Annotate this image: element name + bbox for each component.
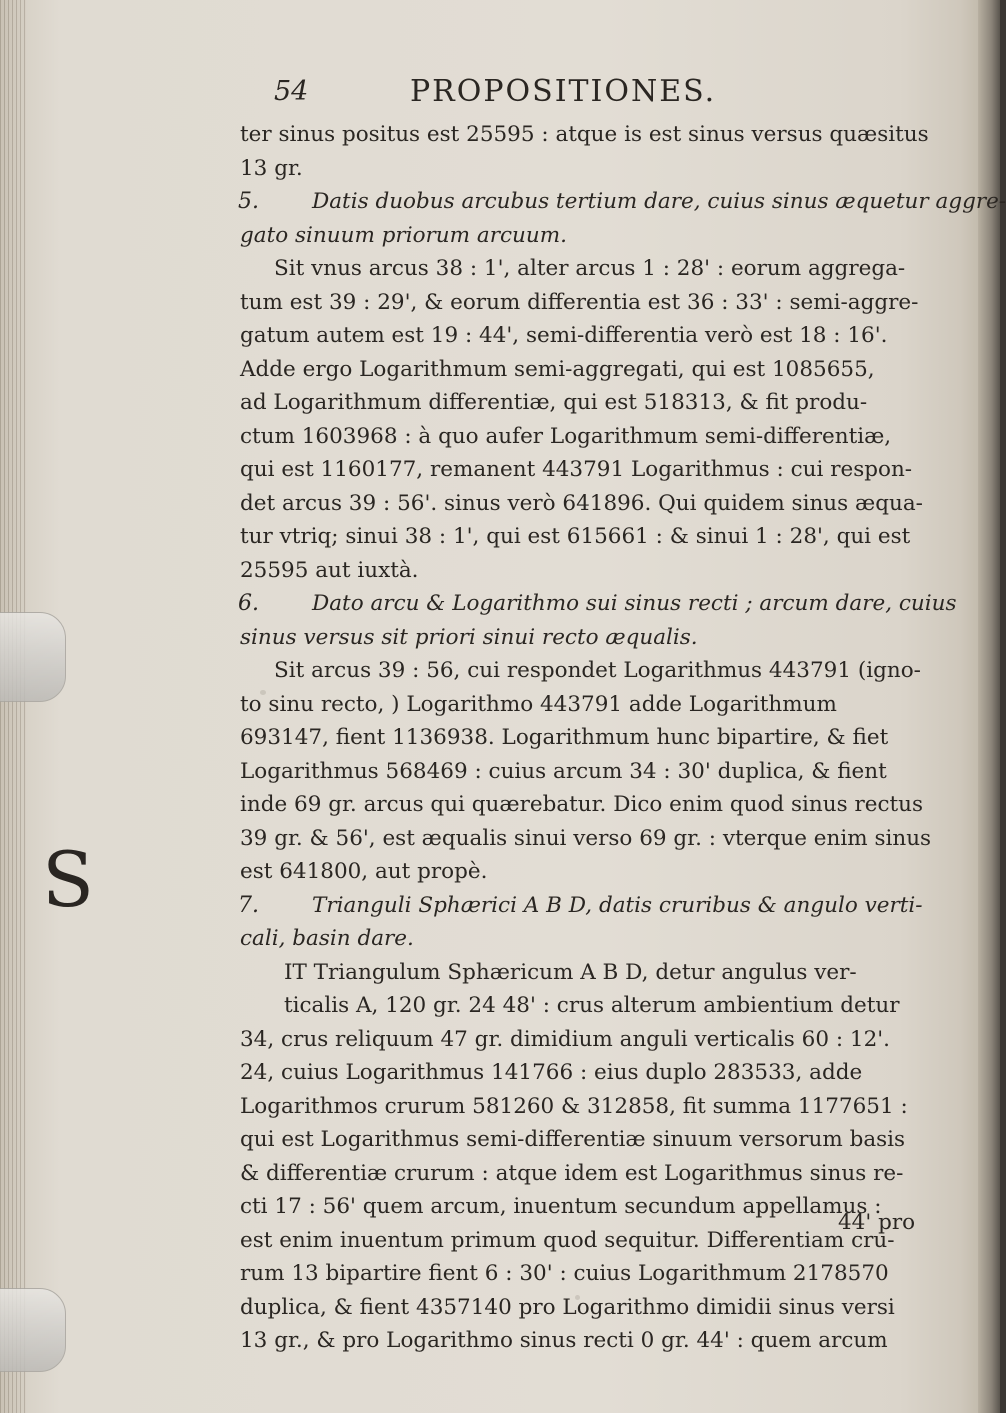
text-line: tum est 39 : 29', & eorum differentia est 36 : 33' : semi-aggre- [240,289,919,315]
text-line: est 641800, aut propè. [240,859,488,884]
proposition-6-line [238,587,957,621]
text-line: det arcus 39 : 56'. sinus verò 641896. Qui quidem sinus æqua- [240,490,923,516]
page-clip [0,612,66,702]
drop-capital: S [42,835,95,924]
text-line: Sit vnus arcus 38 : 1', alter arcus 1 : 28' : eorum aggrega- [274,256,906,281]
binding-gutter [0,0,26,1413]
text-line: IT Triangulum Sphæricum A B D, detur angulus ver- [284,959,857,985]
proposition-number: 7. [238,892,259,918]
text-line: inde 69 gr. arcus qui quærebatur. Dico enim quod sinus rectus [240,792,924,817]
proposition-statement: Trianguli Sphærici A B D, datis cruribus & angulo verti- [312,892,923,918]
text-line: 39 gr. & 56', est æqualis sinui verso 69 gr. : vterque enim sinus [240,825,932,851]
proposition-statement: cali, basin dare. [240,926,414,951]
text-line: Sit arcus 39 : 56, cui respondet Logarithmus 443791 (igno- [274,658,921,683]
text-line: & differentiæ crurum : atque idem est Logarithmus sinus re- [240,1160,904,1186]
page-clip-bottom [0,1288,66,1372]
text-line: ticalis A, 120 gr. 24 48' : crus alterum ambientium detur [284,993,900,1018]
running-head [240,70,930,118]
text-line: est enim inuentum primum quod sequitur. Differentiam cru- [240,1227,895,1253]
text-line: 25595 aut iuxtà. [240,557,419,583]
text-line: ter sinus positus est 25595 : atque is est sinus versus quæsitus [240,122,929,147]
proposition-number: 5. [238,189,259,214]
proposition-statement: gato sinuum priorum arcuum. [240,222,567,248]
text-line: duplica, & fient 4357140 pro Logarithmo dimidii sinus versi [240,1294,895,1320]
text-line: Logarithmus 568469 : cuius arcum 34 : 30' duplica, & fient [240,758,887,784]
text-line: 34, crus reliquum 47 gr. dimidium anguli verticalis 60 : 12'. [240,1026,891,1052]
text-line: 13 gr., & pro Logarithmo sinus recti 0 gr. 44' : quem arcum [240,1328,888,1353]
text-line: ctum 1603968 : à quo aufer Logarithmum semi-differentiæ, [240,423,892,449]
text-line: 693147, fient 1136938. Logarithmum hunc bipartire, & fiet [240,725,889,750]
proposition-number: 6. [238,591,259,616]
text-line: rum 13 bipartire fient 6 : 30' : cuius Logarithmum 2178570 [240,1261,889,1286]
proposition-statement: Dato arcu & Logarithmo sui sinus recti ; arcum dare, cuius [312,591,957,616]
proposition-5-line [238,185,1006,219]
text-line: Logarithmos crurum 581260 & 312858, fit summa 1177651 : [240,1093,908,1119]
text-line: to sinu recto, ) Logarithmo 443791 adde Logarithmum [240,691,837,717]
text-line: gatum autem est 19 : 44', semi-differentia verò est 18 : 16'. [240,323,888,348]
running-title: PROPOSITIONES. [410,74,717,109]
text-line: 24, cuius Logarithmus 141766 : eius duplo 283533, adde [240,1060,863,1085]
text-line: cti 17 : 56' quem arcum, inuentum secundum appellamus : [240,1194,882,1219]
page-number: 54 [274,76,309,107]
proposition-statement: Datis duobus arcubus tertium dare, cuius sinus æquetur aggre- [312,189,1006,214]
text-line: qui est Logarithmus semi-differentiæ sinuum versorum basis [240,1127,906,1152]
proposition-statement: sinus versus sit priori sinui recto æqualis. [240,624,698,650]
text-line: ad Logarithmum differentiæ, qui est 518313, & fit produ- [240,390,868,415]
catchword: 44' pro [838,1210,916,1235]
text-line: tur vtriq; sinui 38 : 1', qui est 615661 : & sinui 1 : 28', qui est [240,524,911,549]
proposition-7-line [240,889,930,923]
text-line: qui est 1160177, remanent 443791 Logarithmus : cui respon- [240,457,913,482]
text-line: 13 gr. [240,155,303,181]
text-line: Adde ergo Logarithmum semi-aggregati, qui est 1085655, [240,356,875,382]
page-text [238,70,1006,1358]
